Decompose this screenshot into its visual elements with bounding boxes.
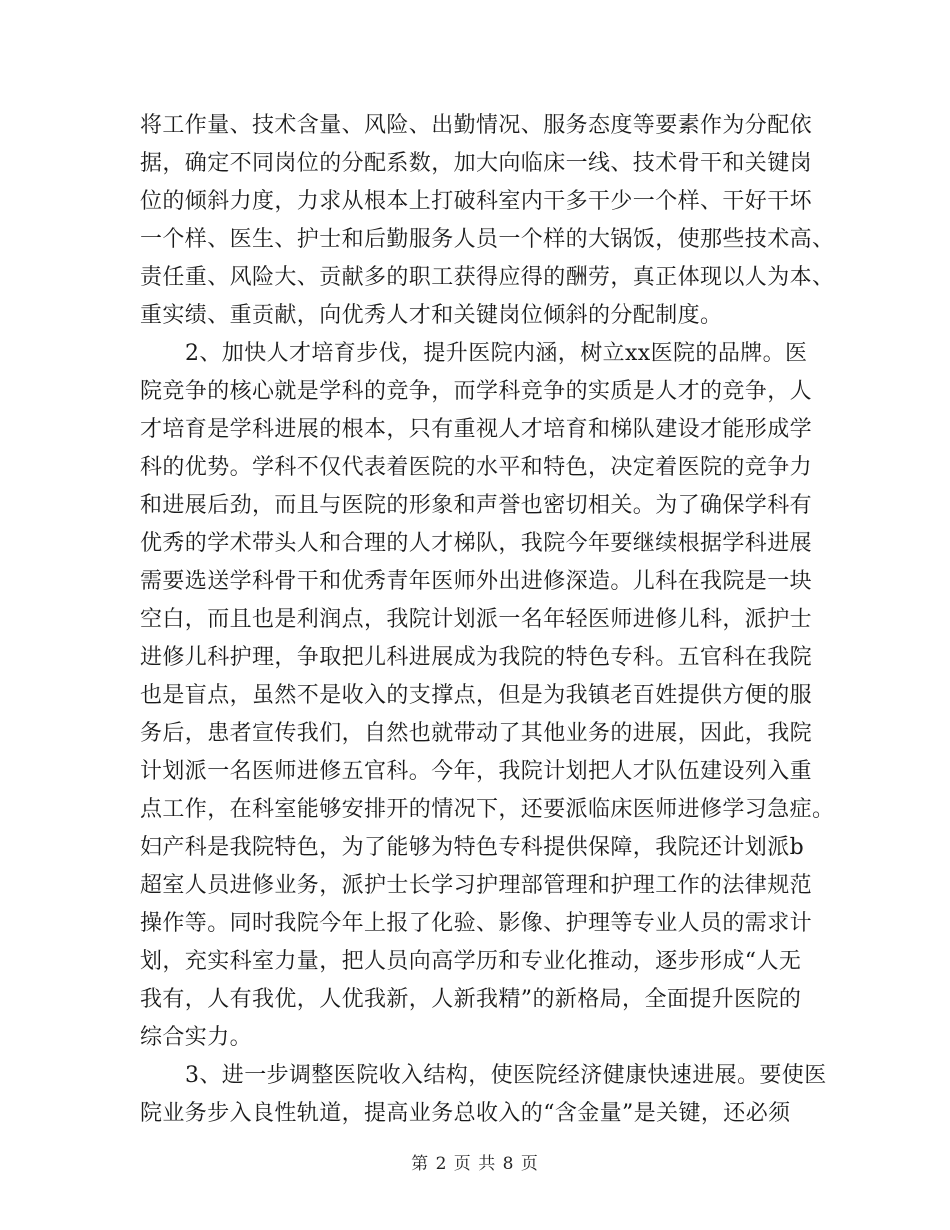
body-line: 也是盲点，虽然不是收入的支撑点，但是为我镇老百姓提供方便的服: [140, 683, 813, 708]
body-line: 位的倾斜力度，力求从根本上打破科室内干多干少一个样、干好干坏: [140, 189, 813, 214]
body-line: 超室人员进修业务，派护士长学习护理部管理和护理工作的法律规范: [140, 873, 813, 898]
body-line: 和进展后劲，而且与医院的形象和声誉也密切相关。为了确保学科有: [140, 493, 813, 518]
body-line: 优秀的学术带头人和合理的人才梯队，我院今年要继续根据学科进展: [140, 531, 813, 556]
paragraph-2-first-line: 2、加快人才培育步伐，提升医院内涵，树立xx医院的品牌。医: [185, 341, 808, 366]
body-line: 进修儿科护理，争取把儿科进展成为我院的特色专科。五官科在我院: [140, 645, 813, 670]
body-line: 院业务步入良性轨道，提高业务总收入的“含金量”是关键，还必须: [140, 1101, 791, 1126]
paragraph-3-first-line: 3、进一步调整医院收入结构，使医院经济健康快速进展。要使医: [185, 1063, 827, 1088]
page-number-footer: 第 2 页 共 8 页: [411, 1154, 539, 1174]
body-line: 重实绩、重贡献，向优秀人才和关键岗位倾斜的分配制度。: [140, 303, 723, 328]
body-line: 务后，患者宣传我们，自然也就带动了其他业务的进展，因此，我院: [140, 721, 813, 746]
body-line: 点工作，在科室能够安排开的情况下，还要派临床医师进修学习急症。: [140, 797, 835, 822]
body-line: 空白，而且也是利润点，我院计划派一名年轻医师进修儿科，派护士: [140, 607, 813, 632]
body-line: 据，确定不同岗位的分配系数，加大向临床一线、技术骨干和关键岗: [140, 151, 813, 176]
body-line: 妇产科是我院特色，为了能够为特色专科提供保障，我院还计划派b: [140, 835, 805, 860]
body-line: 计划派一名医师进修五官科。今年，我院计划把人才队伍建设列入重: [140, 759, 813, 784]
body-line: 综合实力。: [140, 1025, 253, 1050]
body-line: 一个样、医生、护士和后勤服务人员一个样的大锅饭，使那些技术高、: [140, 227, 835, 252]
body-line: 操作等。同时我院今年上报了化验、影像、护理等专业人员的需求计: [140, 911, 813, 936]
body-line: 我有，人有我优，人优我新，人新我精”的新格局，全面提升医院的: [140, 987, 802, 1012]
body-line: 划，充实科室力量，把人员向高学历和专业化推动，逐步形成“人无: [140, 949, 802, 974]
body-line: 院竞争的核心就是学科的竞争，而学科竞争的实质是人才的竞争，人: [140, 379, 813, 404]
body-line: 科的优势。学科不仅代表着医院的水平和特色，决定着医院的竞争力: [140, 455, 813, 480]
body-line: 将工作量、技术含量、风险、出勤情况、服务态度等要素作为分配依: [140, 113, 813, 138]
body-line: 才培育是学科进展的根本，只有重视人才培育和梯队建设才能形成学: [140, 417, 813, 442]
body-line: 责任重、风险大、贡献多的职工获得应得的酬劳，真正体现以人为本、: [140, 265, 835, 290]
body-line: 需要选送学科骨干和优秀青年医师外出进修深造。儿科在我院是一块: [140, 569, 813, 594]
